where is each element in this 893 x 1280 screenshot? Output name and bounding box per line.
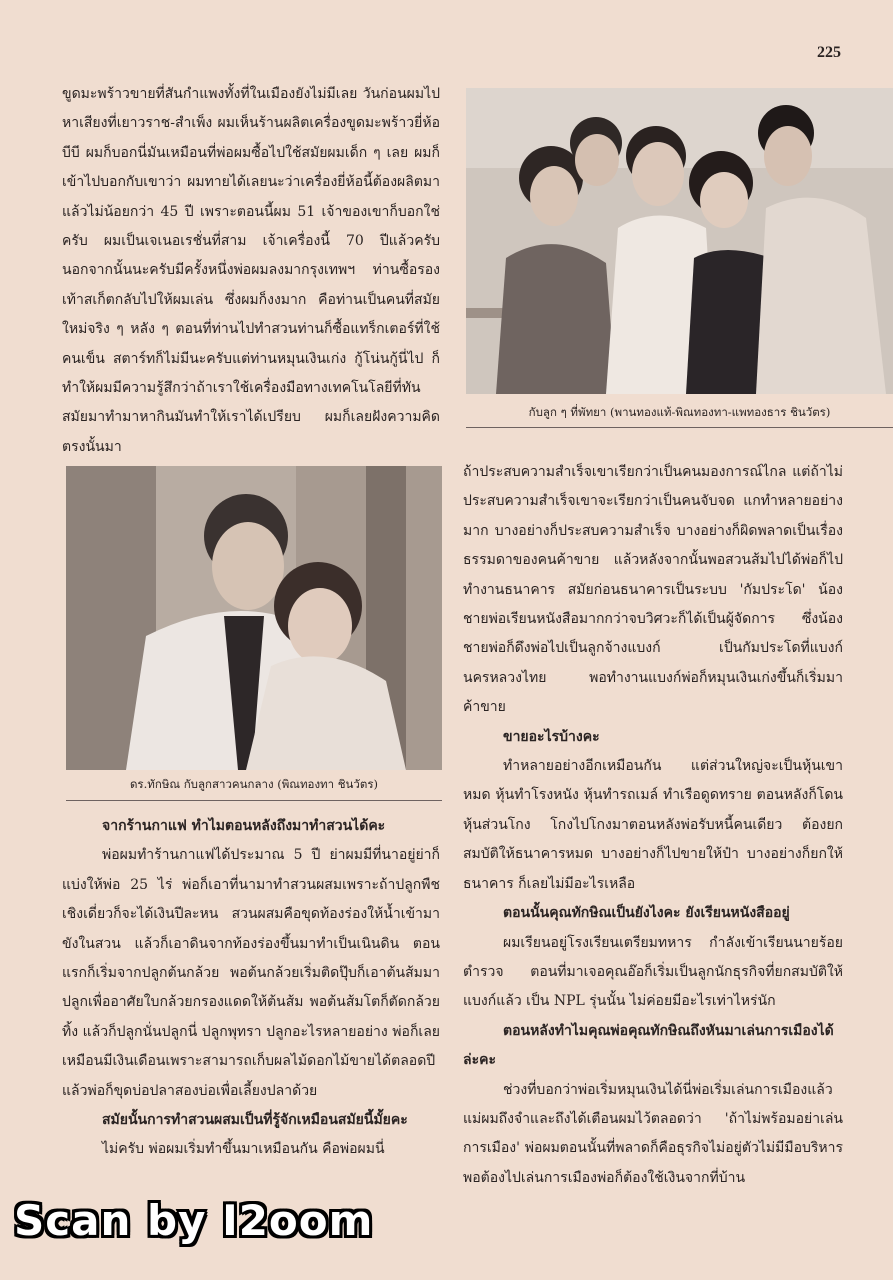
right-answer-1: ทำหลายอย่างอีกเหมือนกัน แต่ส่วนใหญ่จะเป็นหุ้นเขาหมด หุ้นทำโรงหนัง หุ้นทำรถเมล์ ทำเรือดูดทราย ตอนหลังก็โดนหุ้นส่วนโกง โกงไปโกงมาตอนหลังพ่อรับหนี้คนเดียว ต้องยกสมบัติให้ธนาคารหมด บางอย่างก็ไปขายให้ป๋า บางอย่างก็ยกให้ธนาคาร ก็เลยไม่มีอะไรเหลือ [463,758,843,892]
left-column-interview [62,812,440,1165]
right-paragraph-1: ถ้าประสบความสำเร็จเขาเรียกว่าเป็นคนมองการณ์ไกล แต่ถ้าไม่ประสบความสำเร็จเขาจะเรียกว่าเป็นคนจับจด แกทำหลายอย่างมาก บางอย่างก็ประสบความสำเร็จ บางอย่างก็ผิดพลาดเป็นเรื่องธรรมดาของคนค้าขาย แล้วหลังจากนั้นพอสวนส้มไปได้พ่อก็ไปทำงานธนาคาร สมัยก่อนธนาคารเป็นระบบ 'กัมประโด' น้องชายพ่อเรียนหนังสือมากกว่าจบวิศวะก็ได้เป็นผู้จัดการ ซึ่งน้องชายพ่อก็ดึงพ่อไปเป็นลูกจ้างแบงก์ เป็นกัมประโดที่แบงก์นครหลวงไทย พอทำงานแบงก์พ่อก็หมุนเงินเก่งขึ้นก็เริ่มมาค้าขาย [463,464,843,716]
right-column-interview [463,458,843,1193]
photo-family-pattaya [466,88,893,394]
right-photo-caption: กับลูก ๆ ที่พัทยา (พานทองแท้-พิณทองทา-แพทองธาร ชินวัตร) [528,405,831,419]
left-column-intro [62,80,440,462]
left-answer-1: พ่อผมทำร้านกาแฟได้ประมาณ 5 ปี ย่าผมมีที่นาอยู่ย่าก็แบ่งให้พ่อ 25 ไร่ พ่อก็เอาที่นามาทำสวนผสมเพราะถ้าปลูกพืชเชิงเดี่ยวก็จะได้เงินปีละหน สวนผสมคือขุดท้องร่องให้น้ำเข้ามาขังในสวน แล้วก็เอาดินจากท้องร่องขึ้นมาทำเป็นเนินดิน ตอนแรกก็เริ่มจากปลูกต้นกล้วย พอต้นกล้วยเริ่มติดปุ๊บก็เอาต้นส้มมาปลูกเพื่ออาศัยใบกล้วยกรองแดดให้ต้นส้ม พอต้นส้มโตก็ตัดกล้วยทิ้ง แล้วก็ปลูกนั่นปลูกนี่ ปลูกพุทรา ปลูกอะไรหลายอย่าง พ่อก็เลยเหมือนมีเงินเดือนเพราะสามารถเก็บผลไม้ดอกไม้ขายได้ตลอดปี แล้วพ่อก็ขุดบ่อปลาสองบ่อเพื่อเลี้ยงปลาด้วย [62,847,440,1099]
photo-father-daughter-illustration [66,466,442,770]
right-answer-3: ช่วงที่บอกว่าพ่อเริ่มหมุนเงินได้นี่พ่อเริ่มเล่นการเมืองแล้ว แม่ผมถึงจำและถึงได้เตือนผมไว้ตลอดว่า 'ถ้าไม่พร้อมอย่าเล่นการเมือง' พ่อผมตอนนั้นที่พลาดก็คือธุรกิจไม่อยู่ตัวไม่มีมือบริหาร พอต้องไปเล่นการเมืองพ่อก็ต้องใช้เงินจากที่บ้าน [463,1081,843,1186]
photo-father-daughter [66,466,442,770]
right-question-1: ขายอะไรบ้างคะ [503,728,600,745]
right-caption-divider [466,427,893,428]
scan-watermark: Scan by I2oom [14,1196,374,1245]
left-answer-2: ไม่ครับ พ่อผมเริ่มทำขึ้นมาเหมือนกัน คือพ่อผมนี่ [102,1141,385,1158]
left-photo-caption: ดร.ทักษิณ กับลูกสาวคนกลาง (พิณทองทา ชินวัตร) [129,777,379,791]
right-answer-2: ผมเรียนอยู่โรงเรียนเตรียมทหาร กำลังเข้าเรียนนายร้อยตำรวจ ตอนที่มาเจอคุณอ๊อก็เริ่มเป็นลูกนักธุรกิจที่ยกสมบัติให้แบงก์แล้ว เป็น NPL รุ่นนั้น ไม่ค่อยมีอะไรเท่าไหร่นัก [463,934,843,1010]
left-paragraph-1: ขูดมะพร้าวขายที่สันกำแพงทั้งที่ในเมืองยังไม่มีเลย วันก่อนผมไปหาเสียงที่เยาวราช-สำเพ็ง ผมเห็นร้านผลิตเครื่องขูดมะพร้าวยี่ห้อบีบี ผมก็บอกนี่มันเหมือนที่พ่อผมซื้อไปใช้สมัยผมเด็ก ๆ เลย ผมก็เข้าไปบอกกับเขาว่า ผมทายได้เลยนะว่าเครื่องยี่ห้อนี้ต้องผลิตมาแล้วไม่น้อยกว่า 45 ปี เพราะตอนนี้ผม 51 เจ้าของเขาก็บอกใช่ครับ ผมเป็นเจเนอเรชั่นที่สาม เจ้าเครื่องนี้ 70 ปีแล้วครับ นอกจากนั้นนะครับมีครั้งหนึ่งพ่อผมลงมากรุงเทพฯ ท่านซื้อรองเท้าสเก็ตกลับไปให้ผมเล่น ซึ่งผมก็งงมาก คือท่านเป็นคนที่สมัยใหม่จริง ๆ หลัง ๆ ตอนที่ท่านไปทำสวนท่านก็ซื้อแทร็กเตอร์ที่ใช้คนเข็น สตาร์ทก็ไม่มีนะครับแต่ท่านหมุนเงินเก่ง กู้โน่นกู้นี่ไป ก็ทำให้ผมมีความรู้สึกว่าถ้าเราใช้เครื่องมือทางเทคโนโลยีที่ทันสมัยมาทำมาหากินมันทำให้เราได้เปรียบ ผมก็เลยฝังความคิดตรงนั้นมา [62,86,440,455]
right-question-2: ตอนนั้นคุณทักษิณเป็นยังไงคะ ยังเรียนหนังสืออยู่ [503,905,790,922]
left-question-1: จากร้านกาแฟ ทำไมตอนหลังถึงมาทำสวนได้คะ [102,818,386,834]
right-question-3: ตอนหลังทำไมคุณพ่อคุณทักษิณถึงหันมาเล่นการเมืองได้ล่ะคะ [463,1022,834,1069]
left-question-2: สมัยนั้นการทำสวนผสมเป็นที่รู้จักเหมือนสมัยนี้มั้ยคะ [102,1112,408,1129]
photo-family-pattaya-illustration [466,88,893,394]
page-number: 225 [817,44,841,61]
left-caption-divider [66,800,442,801]
